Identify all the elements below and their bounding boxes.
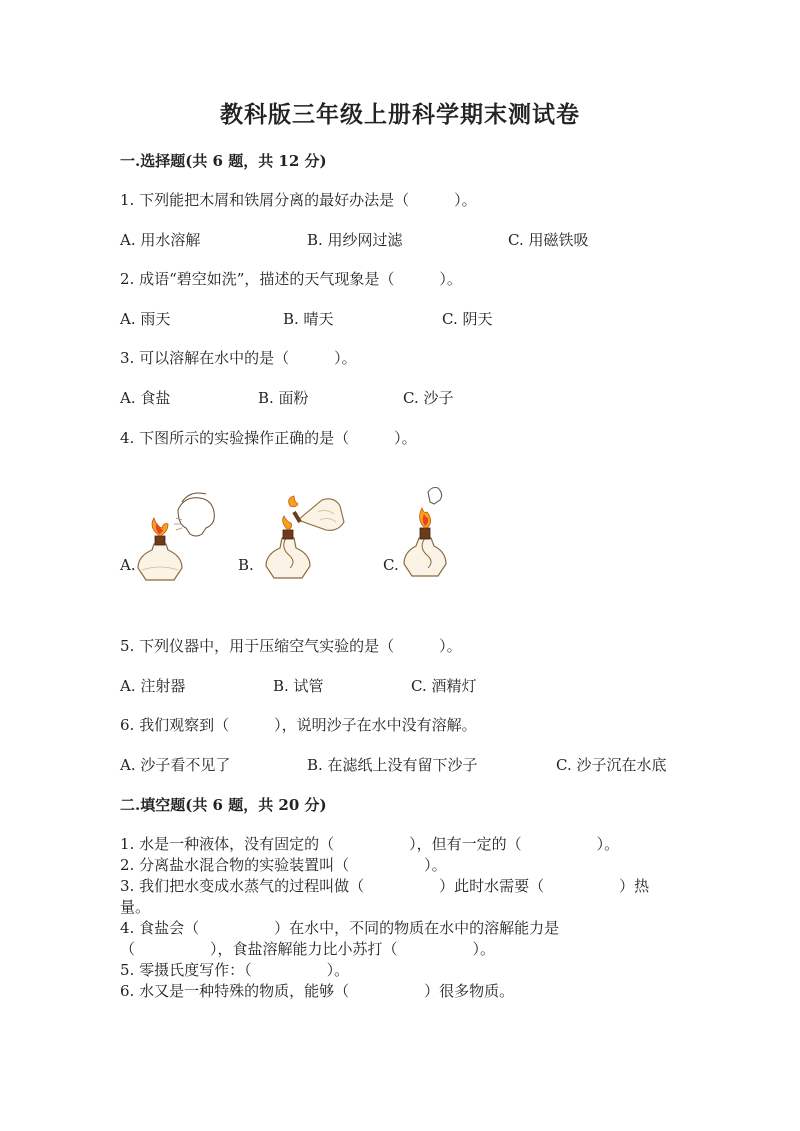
q5-option-c: C. 酒精灯 <box>411 677 477 695</box>
question-3: 3. 可以溶解在水中的是（ ）。 <box>120 349 357 367</box>
section-heading-choice: 一.选择题(共 6 题，共 12 分) <box>120 152 327 170</box>
q4-option-c-label: C. <box>383 556 399 574</box>
fill-line-1: 1. 水是一种液体，没有固定的（ ），但有一定的（ ）。 <box>120 835 620 853</box>
q5-option-a: A. 注射器 <box>120 677 186 695</box>
fill-line-4: 4. 食盐会（ ）在水中，不同的物质在水中的溶解能力是 <box>120 919 560 937</box>
q1-option-b: B. 用纱网过滤 <box>307 231 403 249</box>
fill-line-5: 5. 零摄氏度写作：（ ）。 <box>120 961 350 979</box>
q6-option-a: A. 沙子看不见了 <box>120 756 231 774</box>
q5-option-b: B. 试管 <box>273 677 324 695</box>
q4-option-b-label: B. <box>238 556 254 574</box>
fill-line-6: 6. 水又是一种特殊的物质，能够（ ）很多物质。 <box>120 982 515 1000</box>
page-title: 教科版三年级上册科学期末测试卷 <box>220 101 580 128</box>
question-6: 6. 我们观察到（ ），说明沙子在水中没有溶解。 <box>120 716 477 734</box>
alcohol-lamp-lighting-from-lamp-icon <box>260 492 350 582</box>
section-heading-fill-blank: 二.填空题(共 6 题，共 20 分) <box>120 796 327 814</box>
q6-option-c: C. 沙子沉在水底 <box>556 756 667 774</box>
question-5: 5. 下列仪器中，用于压缩空气实验的是（ ）。 <box>120 637 462 655</box>
q1-option-a: A. 用水溶解 <box>120 231 201 249</box>
question-2: 2. 成语“碧空如洗”，描述的天气现象是（ ）。 <box>120 270 462 288</box>
q3-option-c: C. 沙子 <box>403 389 454 407</box>
q2-option-a: A. 雨天 <box>120 310 171 328</box>
q3-option-b: B. 面粉 <box>258 389 309 407</box>
fill-line-3-cont: 量。 <box>120 898 151 916</box>
fill-line-2: 2. 分离盐水混合物的实验装置叫（ ）。 <box>120 856 447 874</box>
q2-option-c: C. 阴天 <box>442 310 493 328</box>
q6-option-b: B. 在滤纸上没有留下沙子 <box>307 756 478 774</box>
q1-option-c: C. 用磁铁吸 <box>508 231 589 249</box>
alcohol-lamp-lit-with-cap-icon <box>398 484 460 579</box>
q4-option-a-label: A. <box>120 556 136 574</box>
question-4: 4. 下图所示的实验操作正确的是（ ）。 <box>120 429 417 447</box>
q3-option-a: A. 食盐 <box>120 389 171 407</box>
fill-line-3: 3. 我们把水变成水蒸气的过程叫做（ ）此时水需要（ ）热 <box>120 877 650 895</box>
q2-option-b: B. 晴天 <box>283 310 334 328</box>
question-1: 1. 下列能把木屑和铁屑分离的最好办法是（ ）。 <box>120 191 477 209</box>
alcohol-lamp-blowing-icon <box>132 488 222 583</box>
fill-line-4-cont: （ ），食盐溶解能力比小苏打（ ）。 <box>120 940 496 958</box>
